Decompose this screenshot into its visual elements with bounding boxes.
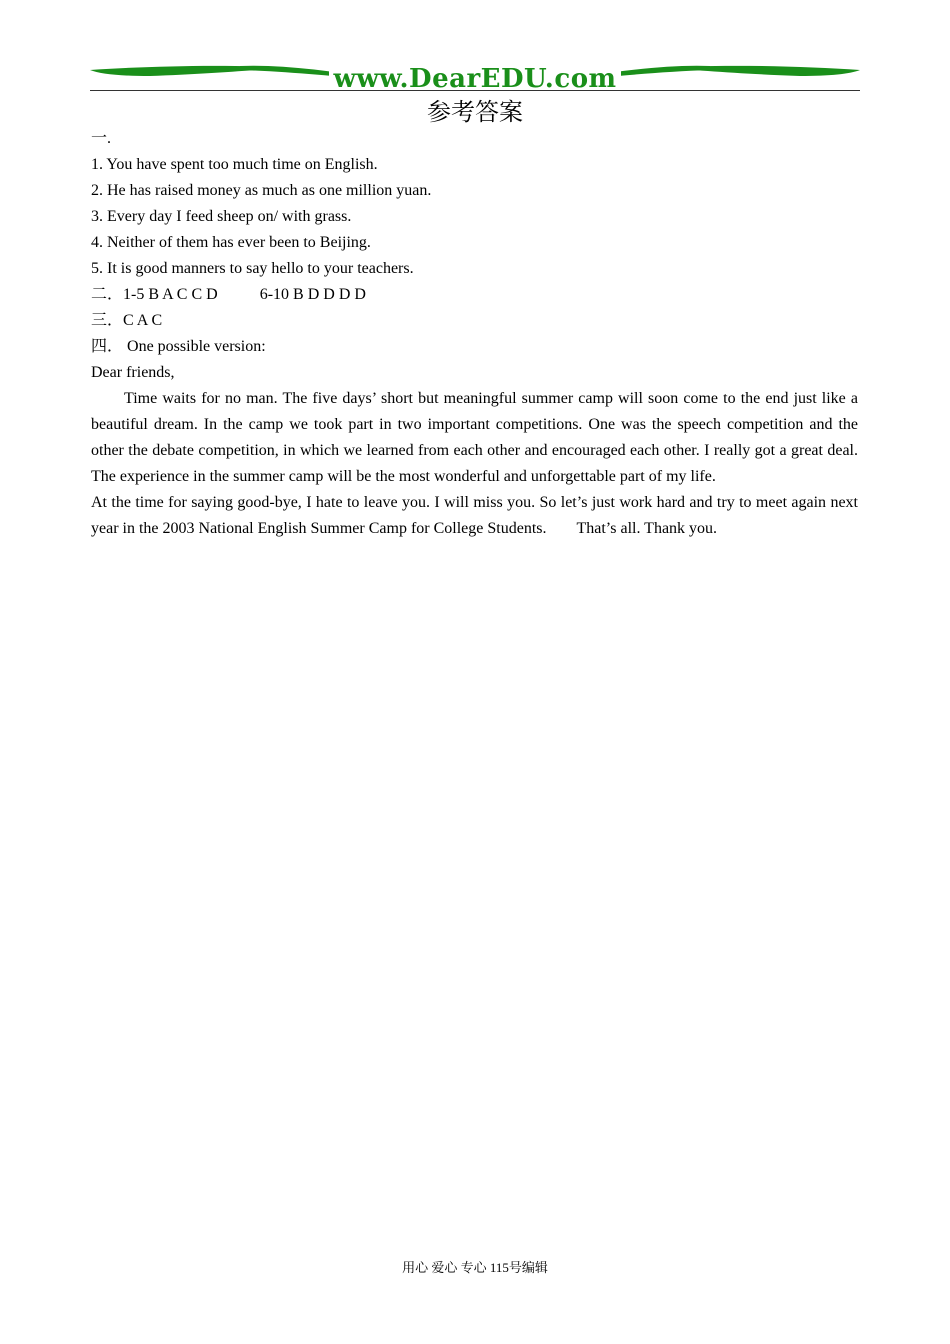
letter-paragraph-1: Time waits for no man. The five days’ short but meaningful summer camp will soon come to the end just like a beautiful dream. In the camp we took part in two important competitions. One was the speech competition and the other the debate competition, in which we learned from each other and encouraged each other. I really got a great deal. The experience in the summer camp will be the most wonderful and unforgettable part of my life.: [91, 390, 858, 485]
site-logo-text: www.DearEDU.com: [90, 64, 860, 94]
section2-line: [91, 282, 858, 308]
section1-item-2: 2. He has raised money as much as one million yuan.: [91, 182, 432, 199]
section2-heading: 二．: [91, 286, 124, 303]
section1-item-1: 1. You have spent too much time on English.: [91, 156, 378, 173]
section2-part2: 6-10 B D D D D: [259, 286, 366, 303]
page-title: 参考答案: [427, 100, 523, 126]
header-divider: [90, 90, 860, 91]
section4-line: [91, 334, 858, 360]
section4-label: One possible version:: [123, 338, 266, 355]
section1-item-3: 3. Every day I feed sheep on/ with grass.: [91, 208, 352, 225]
section1-item-5: 5. It is good manners to say hello to your teachers.: [91, 260, 414, 277]
letter-paragraph-2: [91, 490, 858, 542]
section2-part1: 1-5 B A C C D: [123, 286, 218, 303]
section3-line: [91, 308, 858, 334]
letter-closing: That’s all. Thank you.: [576, 520, 718, 537]
page-footer: 用心 爱心 专心 115号编辑: [402, 1260, 548, 1275]
answer-content: [91, 126, 858, 542]
section1-item-4: 4. Neither of them has ever been to Beijing.: [91, 234, 371, 251]
section3-answers: C A C: [123, 312, 163, 329]
section1-heading: 一.: [91, 130, 112, 147]
letter-paragraph-2-text: At the time for saying good-bye, I hate to leave you. I will miss you. So let’s just work hard and try to meet again next year in the 2003 National English Summer Camp for College Students.: [91, 494, 858, 537]
section4-heading: 四．: [91, 338, 124, 355]
letter-greeting: Dear friends,: [91, 364, 175, 381]
section3-heading: 三．: [91, 312, 124, 329]
